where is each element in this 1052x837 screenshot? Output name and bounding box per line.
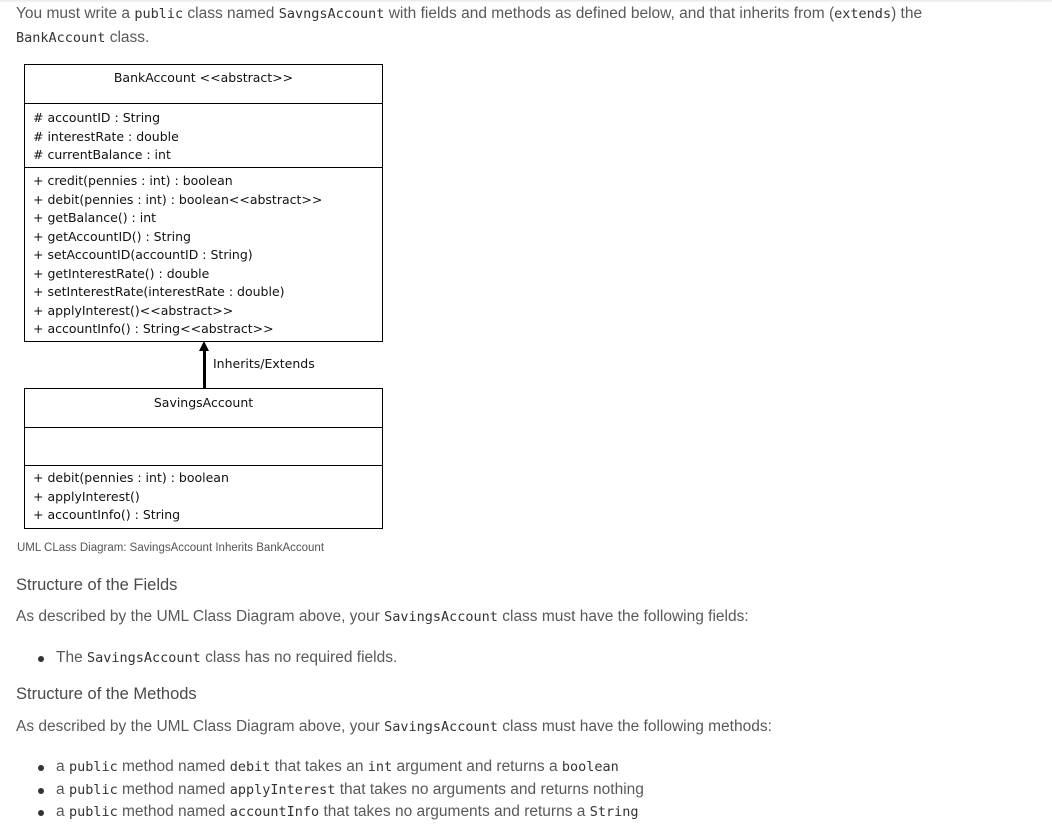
uml-class-name: BankAccount <<abstract>>: [113, 70, 294, 85]
uml-method: + getAccountID() : String: [33, 228, 191, 244]
uml-field: # interestRate : double: [33, 128, 179, 144]
uml-methods-section: [25, 167, 382, 341]
uml-fields-section: [25, 427, 382, 465]
diagram-caption: UML CLass Diagram: SavingsAccount Inherits BankAccount: [17, 542, 325, 554]
uml-method: + accountInfo() : String: [33, 507, 181, 522]
uml-field: # accountID : String: [33, 110, 161, 125]
uml-fields-section: [25, 103, 382, 167]
code-extends: extends: [834, 6, 892, 22]
uml-methods-section: [25, 465, 382, 528]
fields-description: As described by the UML Class Diagram above, your SavingsAccount class must have the following fields:: [16, 608, 749, 625]
uml-method: + getInterestRate() : double: [33, 265, 210, 281]
uml-method: + setAccountID(accountID : String): [33, 247, 253, 262]
methods-description: As described by the UML Class Diagram above, your SavingsAccount class must have the following methods:: [16, 718, 772, 735]
methods-heading: Structure of the Methods: [16, 685, 197, 703]
uml-method: + setInterestRate(interestRate : double): [33, 284, 285, 299]
uml-method: + getBalance() : int: [33, 210, 157, 225]
methods-list: [38, 756, 644, 824]
uml-field: # currentBalance : int: [33, 147, 171, 162]
uml-class-name: SavingsAccount: [153, 395, 254, 410]
uml-method: + debit(pennies : int) : boolean<<abstract>>: [33, 191, 323, 207]
code-parent-class: BankAccount: [16, 30, 106, 46]
list-item: a public method named applyInterest that takes no arguments and returns nothing: [38, 779, 644, 802]
list-item: a public method named debit that takes an int argument and returns a boolean: [38, 756, 644, 779]
code-public: public: [134, 6, 184, 22]
code-class-name: SavngsAccount: [278, 6, 385, 22]
fields-list: [38, 647, 397, 670]
inheritance-arrow-line: [203, 350, 206, 388]
uml-method: + accountInfo() : String<<abstract>>: [33, 321, 274, 336]
uml-method: + applyInterest(): [33, 488, 140, 504]
intro-paragraph: You must write a public class named SavngsAccount with fields and methods as defined below, and that inherits from (extends) the BankAccount class.: [16, 5, 923, 46]
uml-method: + applyInterest()<<abstract>>: [33, 302, 234, 318]
list-item: a public method named accountInfo that takes no arguments and returns a String: [38, 801, 644, 824]
uml-method: + credit(pennies : int) : boolean: [33, 173, 233, 188]
uml-class-savingsaccount: [24, 388, 383, 529]
fields-heading: Structure of the Fields: [16, 576, 178, 594]
inheritance-label: Inherits/Extends: [213, 356, 315, 371]
list-item: The SavingsAccount class has no required fields.: [38, 647, 397, 670]
uml-class-bankaccount: [24, 64, 383, 342]
uml-method: + debit(pennies : int) : boolean: [33, 470, 229, 485]
